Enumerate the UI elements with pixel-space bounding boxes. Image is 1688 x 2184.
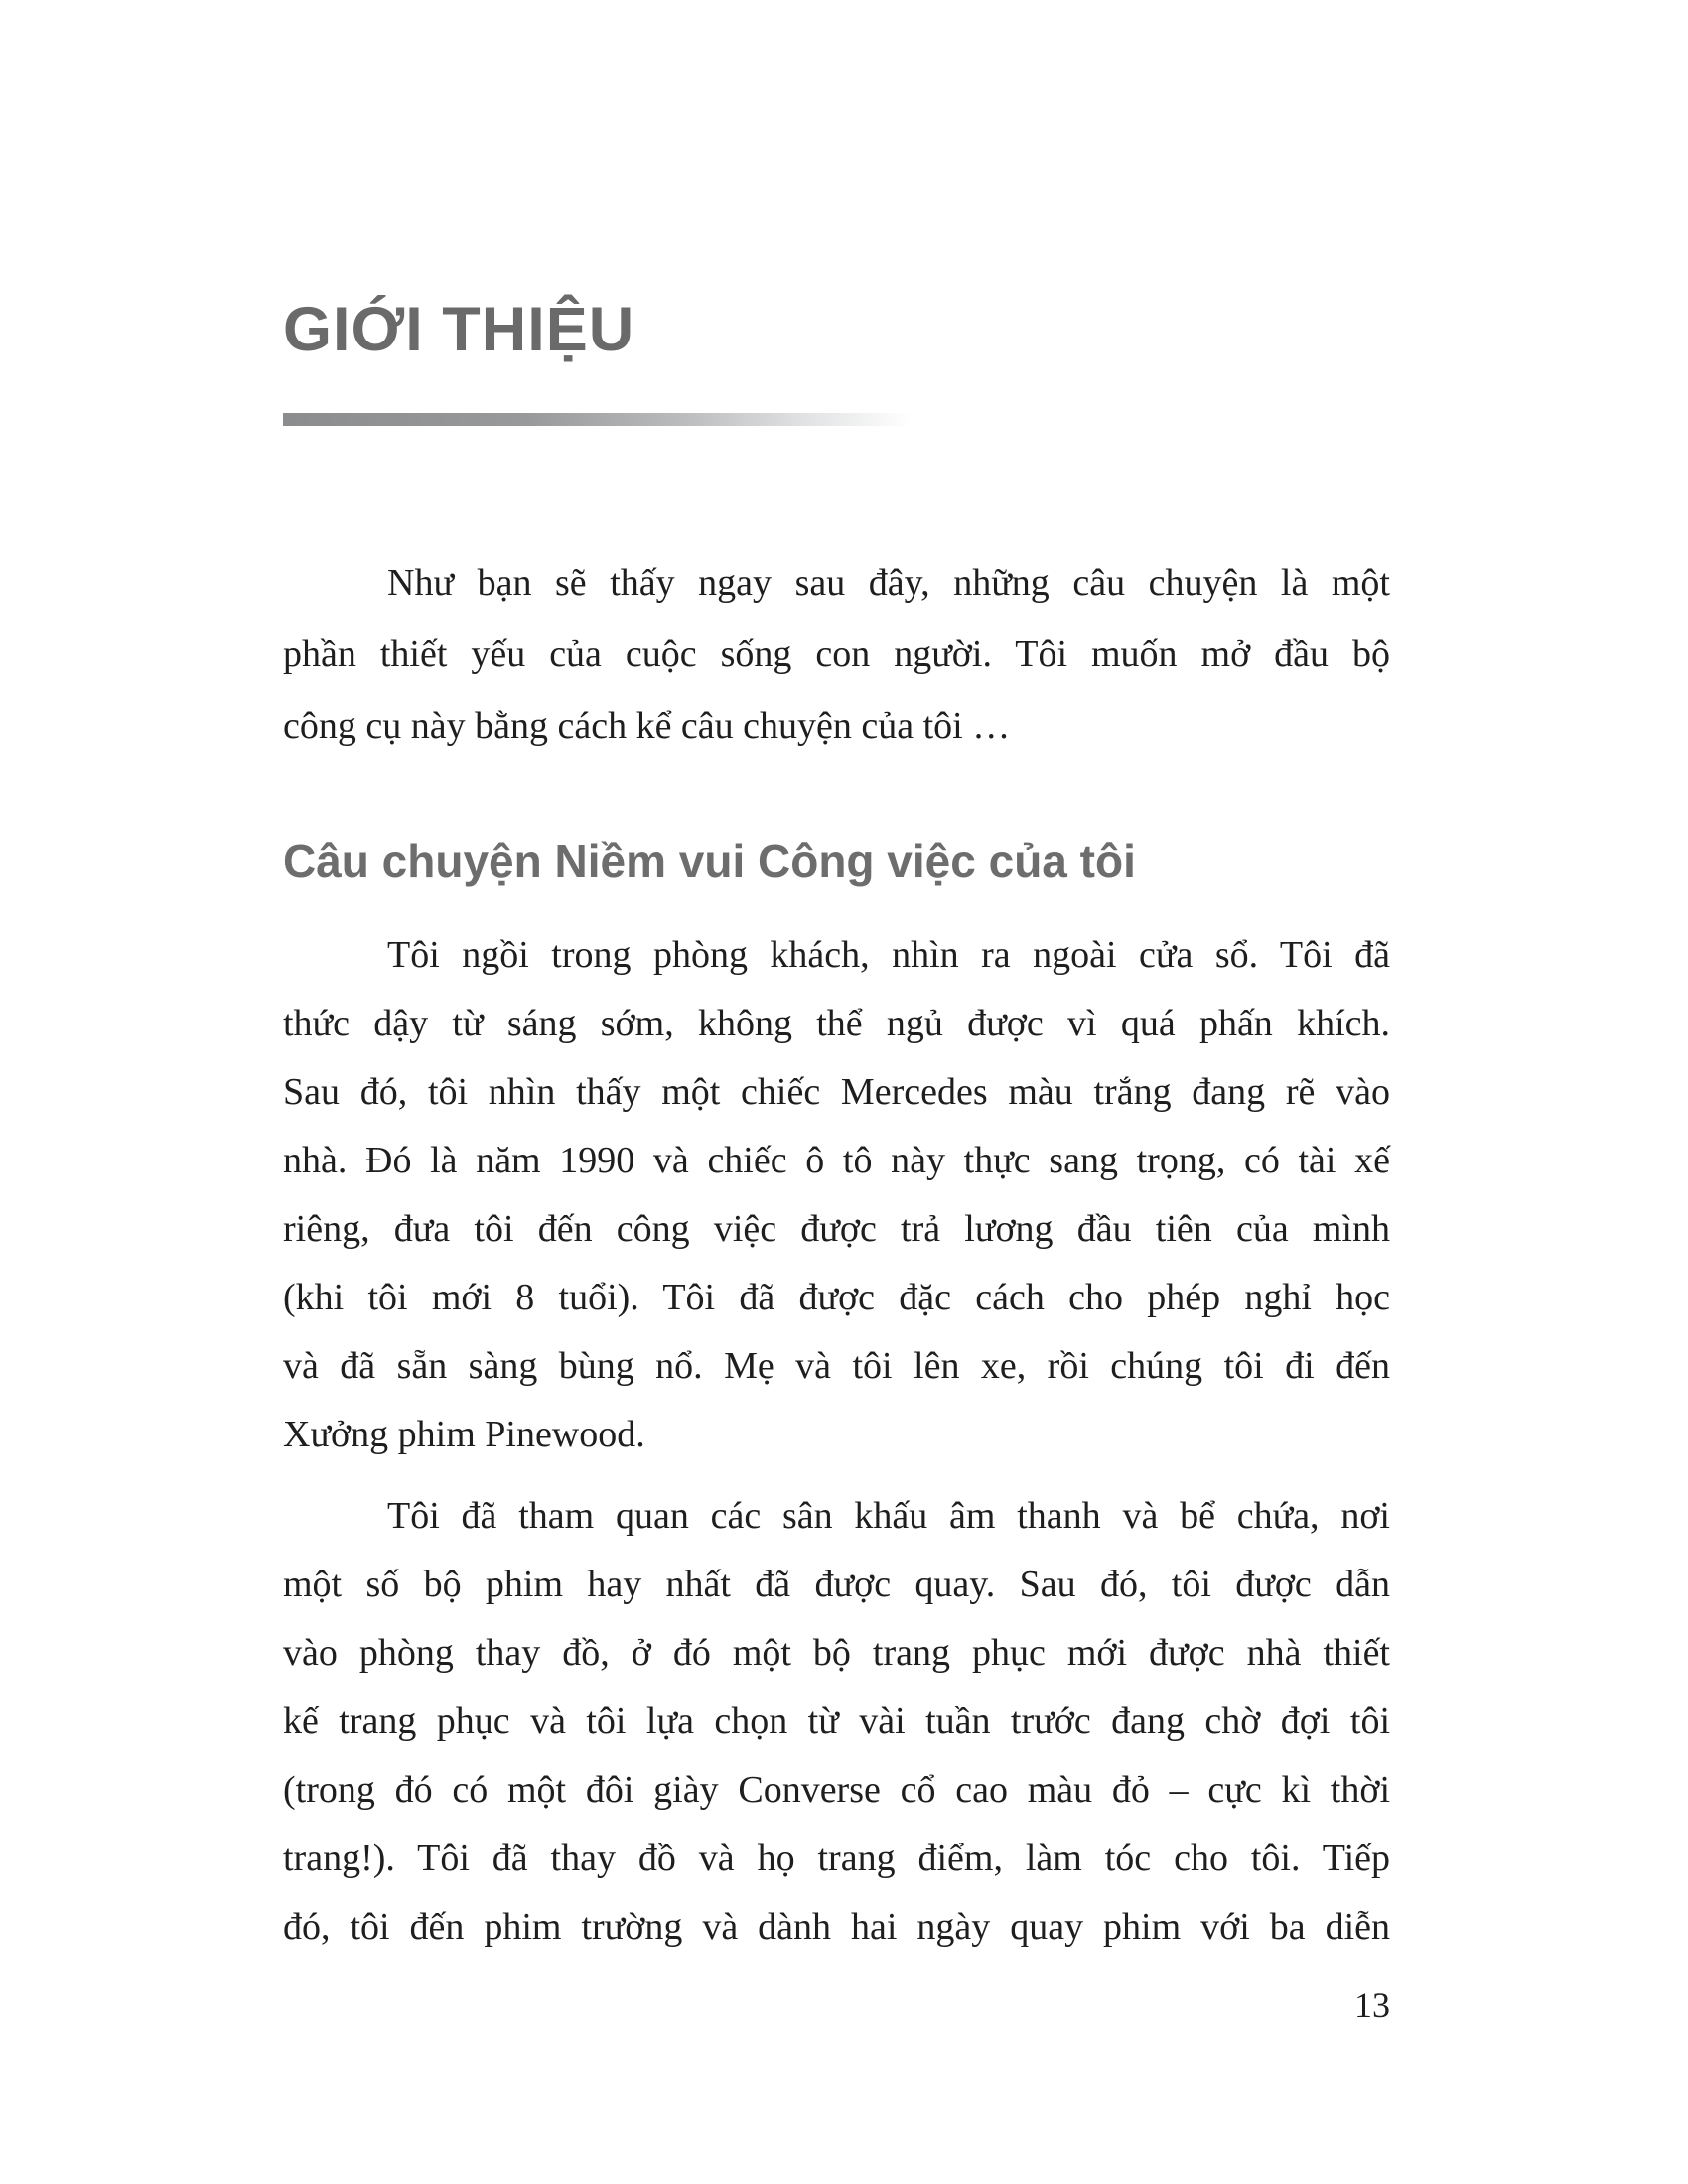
paragraph-line: kế trang phục và tôi lựa chọn từ vài tuần trước đang chờ đợi tôi <box>283 1701 1390 1742</box>
paragraph-line: riêng, đưa tôi đến công việc được trả lương đầu tiên của mình <box>283 1208 1390 1250</box>
paragraph-line: thức dậy từ sáng sớm, không thể ngủ được vì quá phấn khích. <box>283 1003 1390 1044</box>
paragraph-line: nhà. Đó là năm 1990 và chiếc ô tô này thực sang trọng, có tài xế <box>283 1140 1390 1181</box>
paragraph-line: Như bạn sẽ thấy ngay sau đây, những câu chuyện là một <box>387 562 1390 604</box>
section-heading: Câu chuyện Niềm vui Công việc của tôi <box>283 835 1136 887</box>
paragraph-line: và đã sẵn sàng bùng nổ. Mẹ và tôi lên xe, rồi chúng tôi đi đến <box>283 1345 1390 1387</box>
paragraph-line: Sau đó, tôi nhìn thấy một chiếc Mercedes màu trắng đang rẽ vào <box>283 1071 1390 1113</box>
story-paragraph-1 <box>283 921 1390 1469</box>
paragraph-line: trang!). Tôi đã thay đồ và họ trang điểm, làm tóc cho tôi. Tiếp <box>283 1838 1390 1879</box>
chapter-title: GIỚI THIỆU <box>283 295 635 364</box>
title-divider-rule <box>283 413 923 426</box>
paragraph-line: (trong đó có một đôi giày Converse cổ cao màu đỏ – cực kì thời <box>283 1769 1390 1811</box>
intro-paragraph <box>283 547 1390 761</box>
paragraph-line: công cụ này bằng cách kể câu chuyện của tôi … <box>283 705 1011 747</box>
story-paragraph-2 <box>283 1482 1390 1962</box>
paragraph-line: phần thiết yếu của cuộc sống con người. Tôi muốn mở đầu bộ <box>283 633 1390 675</box>
paragraph-line: đó, tôi đến phim trường và dành hai ngày quay phim với ba diễn <box>283 1906 1390 1948</box>
paragraph-line: (khi tôi mới 8 tuổi). Tôi đã được đặc cách cho phép nghỉ học <box>283 1277 1390 1318</box>
paragraph-line: Tôi ngồi trong phòng khách, nhìn ra ngoài cửa sổ. Tôi đã <box>387 934 1390 976</box>
page-number: 13 <box>1354 1985 1390 2025</box>
paragraph-line: Tôi đã tham quan các sân khấu âm thanh và bể chứa, nơi <box>387 1495 1390 1537</box>
paragraph-line: Xưởng phim Pinewood. <box>283 1414 645 1455</box>
paragraph-line: một số bộ phim hay nhất đã được quay. Sau đó, tôi được dẫn <box>283 1564 1390 1605</box>
paragraph-line: vào phòng thay đồ, ở đó một bộ trang phục mới được nhà thiết <box>283 1632 1390 1674</box>
